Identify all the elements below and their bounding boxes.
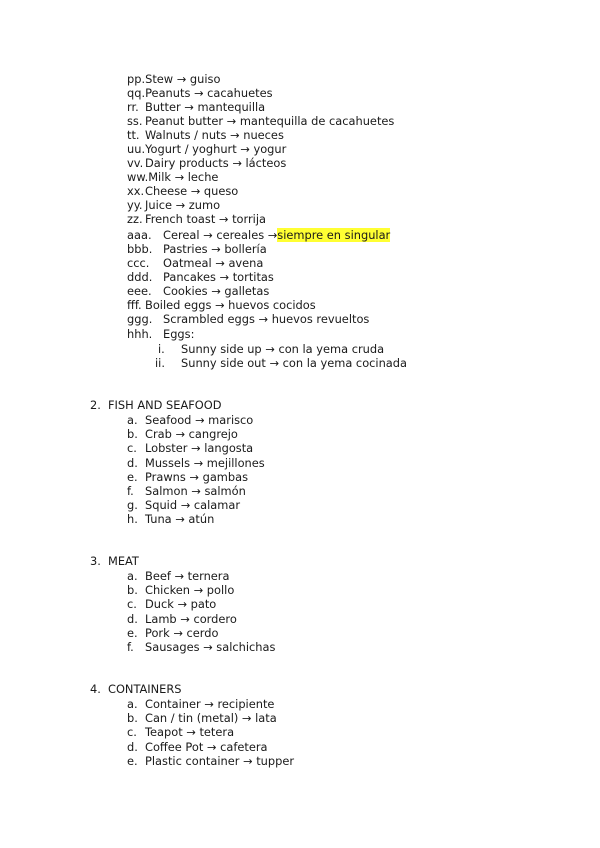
list-item <box>127 484 246 498</box>
list-item <box>127 142 286 156</box>
list-marker: d. <box>127 740 138 754</box>
list-item-text: Butter → mantequilla <box>145 100 266 114</box>
list-item-text: Peanuts → cacahuetes <box>145 86 273 100</box>
list-item <box>127 754 294 768</box>
list-item <box>127 697 274 711</box>
list-marker: c. <box>127 441 137 455</box>
section-heading <box>90 398 390 412</box>
list-item <box>127 86 273 100</box>
list-marker: b. <box>127 583 138 597</box>
list-item <box>127 626 218 640</box>
list-item-text: Tuna → atún <box>145 512 215 526</box>
list-marker: d. <box>127 456 138 470</box>
list-marker: i. <box>158 342 165 356</box>
list-item <box>127 725 234 739</box>
list-item-text: Chicken → pollo <box>145 583 235 597</box>
list-marker: ww. <box>127 170 149 184</box>
list-item <box>127 597 216 611</box>
list-item <box>127 740 268 754</box>
list-item-text: Dairy products → lácteos <box>145 156 287 170</box>
list-marker: pp. <box>127 72 146 86</box>
list-item <box>127 312 369 326</box>
list-item <box>127 441 253 455</box>
list-item <box>127 184 238 198</box>
list-item <box>127 456 265 470</box>
list-marker: vv. <box>127 156 144 170</box>
list-marker: eee. <box>127 284 152 298</box>
list-item <box>127 284 269 298</box>
list-item-text: Sunny side up → con la yema cruda <box>181 342 385 356</box>
list-item <box>127 228 390 242</box>
section-title: CONTAINERS <box>108 682 182 696</box>
list-marker: yy. <box>127 198 143 212</box>
list-item-text: French toast → torrija <box>145 212 266 226</box>
list-item-text: Beef → ternera <box>145 569 230 583</box>
list-item <box>127 612 237 626</box>
list-item-text: Seafood → marisco <box>145 413 254 427</box>
list-item-text: Duck → pato <box>145 597 217 611</box>
list-item-text: Pork → cerdo <box>145 626 219 640</box>
list-item <box>127 298 316 312</box>
list-item-text: Plastic container → tupper <box>145 754 295 768</box>
list-item <box>127 242 267 256</box>
list-marker: a. <box>127 697 138 711</box>
list-item-text: Squid → calamar <box>145 498 241 512</box>
sub-list-item <box>158 342 384 356</box>
list-item <box>127 413 253 427</box>
list-item-text: Pastries → bollería <box>163 242 267 256</box>
list-item-text: Peanut butter → mantequilla de cacahuetes <box>145 114 395 128</box>
list-marker: zz. <box>127 212 143 226</box>
list-item <box>127 569 229 583</box>
list-item <box>127 427 238 441</box>
list-marker: hhh. <box>127 327 153 341</box>
list-item <box>127 498 240 512</box>
list-marker: qq. <box>127 86 146 100</box>
list-item <box>127 100 265 114</box>
list-marker: g. <box>127 498 138 512</box>
highlighted-note: siempre en singular <box>277 228 391 242</box>
list-marker: f. <box>127 640 134 654</box>
list-item <box>127 170 218 184</box>
list-item-text: Walnuts / nuts → nueces <box>145 128 284 142</box>
list-item <box>127 114 394 128</box>
list-item <box>127 212 266 226</box>
list-item <box>127 256 263 270</box>
list-item-text: Lamb → cordero <box>145 612 237 626</box>
section-number: 3. <box>90 554 101 568</box>
list-item-text: Eggs: <box>163 327 195 341</box>
list-marker: f. <box>127 484 134 498</box>
list-item <box>127 156 286 170</box>
list-item <box>127 327 194 341</box>
list-item-text: Sunny side out → con la yema cocinada <box>181 356 407 370</box>
list-marker: xx. <box>127 184 145 198</box>
list-item-text: Lobster → langosta <box>145 441 254 455</box>
list-item <box>127 470 248 484</box>
list-item-text: Boiled eggs → huevos cocidos <box>145 298 316 312</box>
section-number: 4. <box>90 682 101 696</box>
list-marker: h. <box>127 512 138 526</box>
list-item-text: Coffee Pot → cafetera <box>145 740 268 754</box>
list-item <box>127 640 275 654</box>
list-item <box>127 583 234 597</box>
section-title: MEAT <box>108 554 139 568</box>
list-item-text: Container → recipiente <box>145 697 275 711</box>
list-item <box>127 270 274 284</box>
list-marker: b. <box>127 711 138 725</box>
list-item-text: Cheese → queso <box>145 184 239 198</box>
list-marker: bbb. <box>127 242 153 256</box>
list-marker: e. <box>127 470 138 484</box>
list-item-text: Pancakes → tortitas <box>163 270 274 284</box>
list-item-text: Prawns → gambas <box>145 470 249 484</box>
list-marker: fff. <box>127 298 142 312</box>
list-item <box>127 128 284 142</box>
list-marker: e. <box>127 754 138 768</box>
list-item-text: Crab → cangrejo <box>145 427 238 441</box>
list-marker: ss. <box>127 114 143 128</box>
list-item-text: Stew → guiso <box>145 72 221 86</box>
list-item-text: Scrambled eggs → huevos revueltos <box>163 312 370 326</box>
list-item-text: Yogurt / yoghurt → yogur <box>145 142 287 156</box>
list-marker: ccc. <box>127 256 150 270</box>
list-marker: c. <box>127 597 137 611</box>
list-item <box>127 512 214 526</box>
list-marker: e. <box>127 626 138 640</box>
list-marker: ggg. <box>127 312 153 326</box>
list-item-text: Cookies → galletas <box>163 284 270 298</box>
list-item-text: Can / tin (metal) → lata <box>145 711 277 725</box>
list-item-text: Oatmeal → avena <box>163 256 264 270</box>
list-marker: ddd. <box>127 270 153 284</box>
list-marker: aaa. <box>127 228 152 242</box>
section-heading <box>90 554 390 568</box>
list-marker: uu. <box>127 142 146 156</box>
list-marker: b. <box>127 427 138 441</box>
list-marker: a. <box>127 569 138 583</box>
list-marker: ii. <box>155 356 165 370</box>
section-title: FISH AND SEAFOOD <box>108 398 222 412</box>
list-marker: tt. <box>127 128 140 142</box>
list-item-text: Sausages → salchichas <box>145 640 276 654</box>
sub-list-item <box>155 356 407 370</box>
list-item <box>127 72 220 86</box>
list-item-text: Milk → leche <box>148 170 219 184</box>
list-marker: a. <box>127 413 138 427</box>
list-item-text: Teapot → tetera <box>145 725 235 739</box>
list-item-text: Cereal → cereales → <box>163 228 278 242</box>
section-number: 2. <box>90 398 101 412</box>
list-marker: c. <box>127 725 137 739</box>
section-heading <box>90 682 390 696</box>
list-marker: d. <box>127 612 138 626</box>
list-item-text: Mussels → mejillones <box>145 456 265 470</box>
list-item-text: Salmon → salmón <box>145 484 246 498</box>
list-item <box>127 711 277 725</box>
list-item <box>127 198 220 212</box>
list-marker: rr. <box>127 100 139 114</box>
list-item-text: Juice → zumo <box>145 198 221 212</box>
